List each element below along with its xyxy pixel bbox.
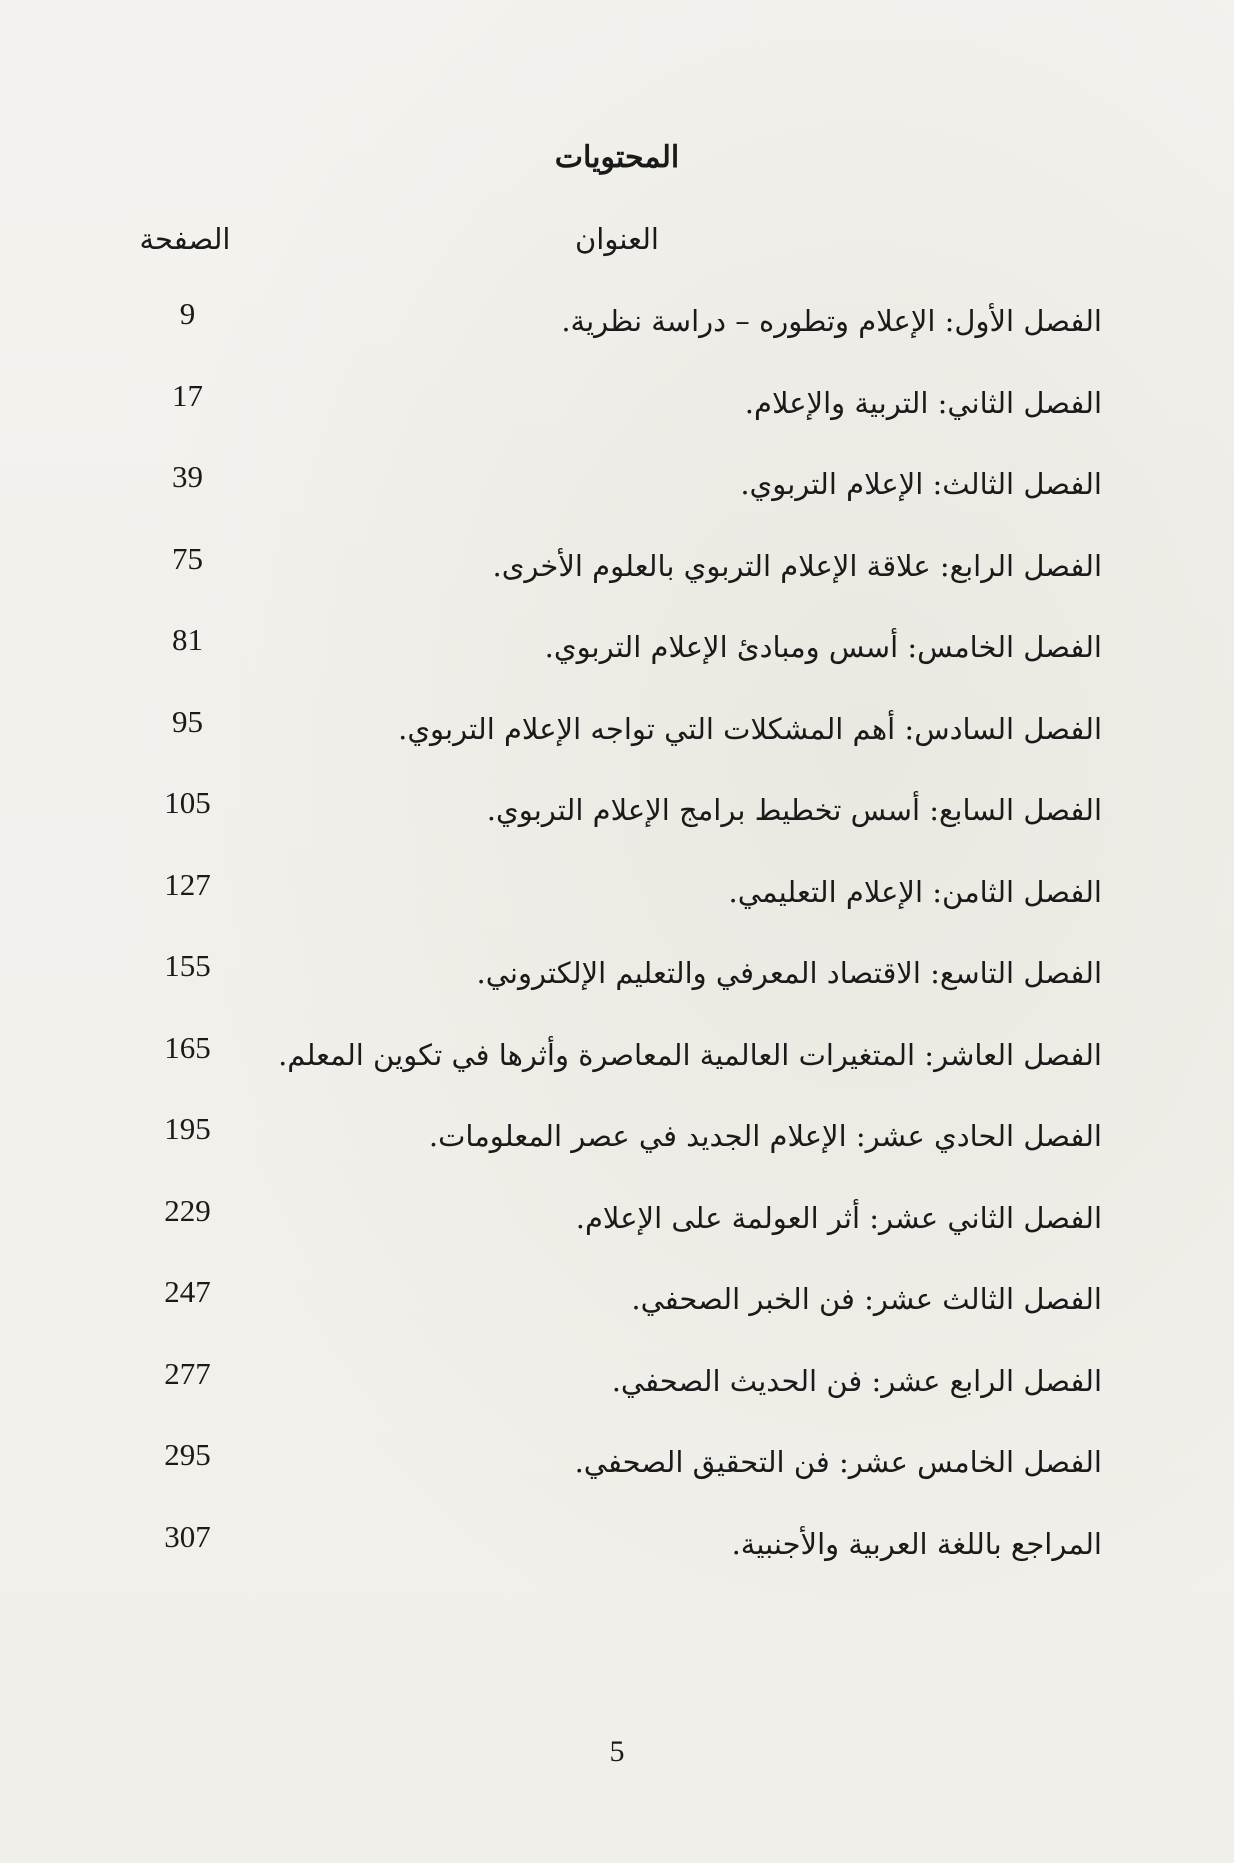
table-of-contents bbox=[0, 296, 1234, 1600]
toc-entry bbox=[0, 1111, 1234, 1193]
page-column-header: الصفحة bbox=[139, 222, 231, 256]
toc-entry bbox=[0, 704, 1234, 786]
toc-entry-page: 295 bbox=[164, 1437, 211, 1472]
toc-entry-page: 195 bbox=[164, 1111, 211, 1146]
toc-entry-title: الفصل الحادي عشر: الإعلام الجديد في عصر المعلومات. bbox=[428, 1119, 1102, 1153]
toc-entry bbox=[0, 1356, 1234, 1438]
toc-entry-page: 105 bbox=[164, 785, 211, 820]
toc-entry bbox=[0, 1519, 1234, 1601]
toc-entry bbox=[0, 378, 1234, 460]
toc-entry-title: الفصل العاشر: المتغيرات العالمية المعاصرة وأثرها في تكوين المعلم. bbox=[278, 1037, 1102, 1072]
toc-entry-page: 75 bbox=[172, 540, 203, 576]
toc-entry-page: 307 bbox=[164, 1518, 211, 1554]
toc-entry bbox=[0, 1274, 1234, 1356]
toc-entry-title: الفصل الثالث: الإعلام التربوي. bbox=[740, 467, 1102, 501]
toc-entry-page: 39 bbox=[172, 459, 203, 494]
toc-entry-title: الفصل الثامن: الإعلام التعليمي. bbox=[728, 874, 1102, 909]
toc-entry-page: 165 bbox=[164, 1029, 211, 1065]
toc-entry-title: الفصل الرابع عشر: فن الحديث الصحفي. bbox=[611, 1363, 1102, 1398]
toc-entry-title: الفصل الخامس: أسس ومبادئ الإعلام التربوي. bbox=[544, 630, 1102, 664]
toc-entry-page: 229 bbox=[164, 1192, 211, 1228]
toc-entry-title: الفصل الثاني: التربية والإعلام. bbox=[744, 385, 1102, 420]
toc-entry-page: 277 bbox=[164, 1355, 211, 1391]
title-column-header: العنوان bbox=[575, 222, 659, 256]
toc-entry-page: 127 bbox=[164, 866, 211, 902]
toc-entry-title: الفصل الخامس عشر: فن التحقيق الصحفي. bbox=[574, 1445, 1102, 1479]
toc-entry-page: 9 bbox=[179, 296, 196, 331]
toc-entry-page: 81 bbox=[172, 622, 203, 657]
toc-entry-title: الفصل الثالث عشر: فن الخبر الصحفي. bbox=[631, 1282, 1102, 1316]
page-number: 5 bbox=[609, 1735, 625, 1768]
toc-entry bbox=[0, 1030, 1234, 1112]
toc-entry-title: الفصل الأول: الإعلام وتطوره – دراسة نظرية. bbox=[561, 304, 1102, 338]
toc-entry bbox=[0, 948, 1234, 1030]
toc-entry-page: 155 bbox=[164, 948, 211, 983]
toc-entry-page: 17 bbox=[172, 377, 203, 413]
toc-entry-page: 95 bbox=[172, 703, 203, 739]
toc-entry bbox=[0, 1193, 1234, 1275]
toc-entry bbox=[0, 785, 1234, 867]
toc-entry-title: الفصل الثاني عشر: أثر العولمة على الإعلام. bbox=[575, 1200, 1102, 1235]
toc-entry-title: الفصل التاسع: الاقتصاد المعرفي والتعليم الإلكتروني. bbox=[476, 956, 1102, 990]
toc-entry-title: الفصل السادس: أهم المشكلات التي تواجه الإعلام التربوي. bbox=[398, 711, 1102, 746]
toc-entry bbox=[0, 1437, 1234, 1519]
toc-entry-title: الفصل الرابع: علاقة الإعلام التربوي بالعلوم الأخرى. bbox=[492, 548, 1102, 583]
toc-entry-page: 247 bbox=[164, 1274, 211, 1309]
toc-entry-title: المراجع باللغة العربية والأجنبية. bbox=[731, 1526, 1102, 1561]
toc-entry bbox=[0, 459, 1234, 541]
toc-entry-title: الفصل السابع: أسس تخطيط برامج الإعلام التربوي. bbox=[486, 793, 1102, 827]
toc-entry bbox=[0, 296, 1234, 378]
toc-entry bbox=[0, 541, 1234, 623]
toc-entry bbox=[0, 622, 1234, 704]
contents-heading: المحتويات bbox=[554, 140, 680, 175]
toc-entry bbox=[0, 867, 1234, 949]
